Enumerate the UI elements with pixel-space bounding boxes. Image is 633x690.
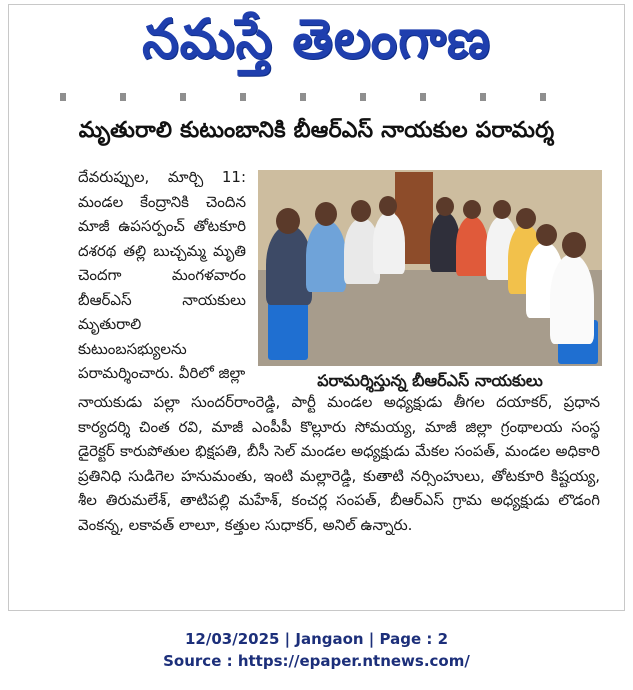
article-body-left-text: దేవరుప్పుల, మార్చి 11: మండల కేంద్రానికి చెందిన మాజీ ఉపసర్పంచ్ తోటకూరి దశరథ తల్లి బుచ్చమ్మ మృతి చెందగా మంగళవారం బీఆర్ఎస్ నాయకులు మృతురాలి కుటుంబసభ్యులను పరామర్శించారు. వీరిలో జిల్లా [78,168,246,382]
newspaper-masthead [0,8,633,84]
photo-person-head [351,200,371,222]
photo-person-head [463,200,481,219]
photo-person-head [493,200,511,219]
article-photo [258,170,602,366]
footer-source-line[interactable]: Source : https://epaper.ntnews.com/ [163,652,470,670]
article-body-full-width [78,390,600,538]
photo-person [550,254,594,344]
photo-person-head [379,196,397,216]
article-body-full-text: నాయకుడు పల్లా సుందర్‌రాంరెడ్డి, పార్టీ మండల అధ్యక్షుడు తీగల దయాకర్, ప్రధాన కార్యదర్శి చింత రవి, మాజీ ఎంపీపీ కొల్లూరు సోమయ్య, మాజీ జిల్లా గ్రంథాలయ సంస్థ డైరెక్టర్ కారుపోతుల భిక్షపతి, బీసీ సెల్ మండల అధ్యక్షుడు మేకల సంపత్, మండల అధికారి ప్రతినిధి సుడిగెల హనుమంతు, ఇంటి మల్లారెడ్డి, కుతాటి నర్సింహులు, తోటకూరి కిష్టయ్య, శీల తిరుమలేశ్, తాటిపల్లి మహేశ్, కంచర్ల సంపత్, బీఆర్ఎస్ గ్రామ అధ్యక్షుడు లొడంగి వెంకన్న, లకావత్ లాలూ, కత్తుల సుధాకర్, అనిల్ ఉన్నారు. [78,393,600,534]
photo-person-head [436,197,454,216]
photo-person-head [536,224,557,246]
photo-person-head [315,202,337,226]
photo-caption: పరామర్శిస్తున్న బీఆర్ఎస్ నాయకులు [258,366,602,396]
masthead-title: నమస్తే తెలంగాణ [142,7,491,71]
photo-person-head [276,208,300,234]
photo-person [456,216,488,276]
photo-person-head [562,232,586,258]
article-body-left-column [78,165,246,386]
footer-date-line: 12/03/2025 | Jangaon | Page : 2 [184,630,449,648]
torn-edge-remnant [60,93,580,101]
photo-person [373,212,405,274]
photo-person-head [516,208,536,229]
photo-person [306,220,346,292]
article-headline: మృతురాలి కుటుంబానికి బీఆర్ఎస్ నాయకుల పరామర్శ [78,118,555,143]
clipping-footer [0,628,633,672]
